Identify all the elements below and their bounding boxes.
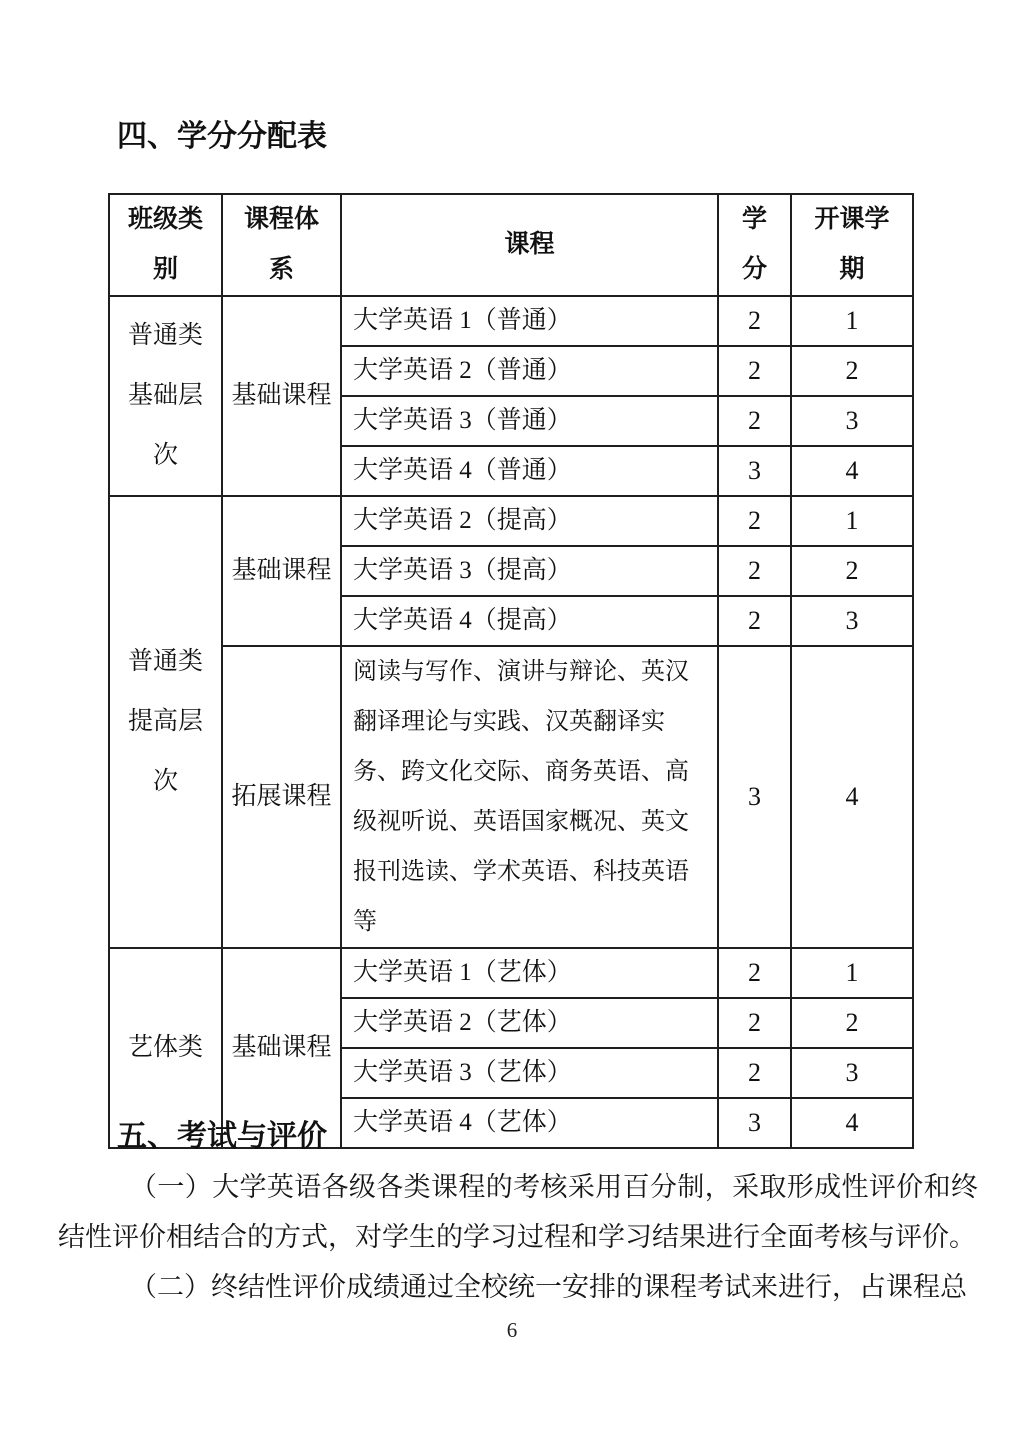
table-header-row bbox=[109, 194, 913, 296]
semester-cell: 1 bbox=[791, 948, 913, 998]
course-name-cell: 阅读与写作、演讲与辩论、英汉翻译理论与实践、汉英翻译实务、跨文化交际、商务英语、高级视听说、英语国家概况、英文报刊选读、学术英语、科技英语等 bbox=[341, 646, 718, 948]
semester-cell: 3 bbox=[791, 396, 913, 446]
paragraph-evaluation-method: （一）大学英语各级各类课程的考核采用百分制，采取形成性评价和终结性评价相结合的方式，对学生的学习过程和学习结果进行全面考核与评价。 bbox=[58, 1172, 978, 1252]
semester-cell: 1 bbox=[791, 496, 913, 546]
course-name-cell: 大学英语 1（普通） bbox=[341, 296, 718, 346]
category-cell: 艺体类 bbox=[109, 948, 222, 1148]
credits-cell: 2 bbox=[718, 596, 791, 646]
course-name-cell: 大学英语 3（艺体） bbox=[341, 1048, 718, 1098]
semester-cell: 3 bbox=[791, 1048, 913, 1098]
header-credits: 学分 bbox=[718, 194, 791, 296]
credits-cell: 3 bbox=[718, 446, 791, 496]
table-row bbox=[109, 948, 913, 998]
table-row-expanded-courses bbox=[109, 646, 913, 948]
course-name-cell: 大学英语 4（艺体） bbox=[341, 1098, 718, 1148]
system-cell: 基础课程 bbox=[222, 496, 341, 646]
table-row bbox=[109, 296, 913, 346]
course-name-cell: 大学英语 4（普通） bbox=[341, 446, 718, 496]
credits-cell: 2 bbox=[718, 546, 791, 596]
credits-cell: 2 bbox=[718, 296, 791, 346]
category-cell: 普通类基础层次 bbox=[109, 296, 222, 496]
page-number: 6 bbox=[506, 1318, 518, 1342]
header-semester: 开课学期 bbox=[791, 194, 913, 296]
table-row bbox=[109, 496, 913, 546]
credit-distribution-table bbox=[108, 193, 914, 1149]
header-course-system: 课程体系 bbox=[222, 194, 341, 296]
semester-cell: 4 bbox=[791, 646, 913, 948]
semester-cell: 3 bbox=[791, 596, 913, 646]
system-cell: 基础课程 bbox=[222, 296, 341, 496]
paragraph-final-evaluation: （二）终结性评价成绩通过全校统一安排的课程考试来进行，占课程总 bbox=[130, 1272, 967, 1302]
credits-cell: 3 bbox=[718, 1098, 791, 1148]
course-name-cell: 大学英语 4（提高） bbox=[341, 596, 718, 646]
semester-cell: 1 bbox=[791, 296, 913, 346]
header-class-category: 班级类别 bbox=[109, 194, 222, 296]
credits-cell: 2 bbox=[718, 998, 791, 1048]
credits-cell: 2 bbox=[718, 1048, 791, 1098]
credits-cell: 3 bbox=[718, 646, 791, 948]
course-name-cell: 大学英语 3（提高） bbox=[341, 546, 718, 596]
credits-cell: 2 bbox=[718, 396, 791, 446]
section-heading-credit-table: 四、学分分配表 bbox=[117, 120, 327, 153]
course-name-cell: 大学英语 1（艺体） bbox=[341, 948, 718, 998]
course-name-cell: 大学英语 2（提高） bbox=[341, 496, 718, 546]
credits-cell: 2 bbox=[718, 948, 791, 998]
course-name-cell: 大学英语 3（普通） bbox=[341, 396, 718, 446]
course-name-cell: 大学英语 2（普通） bbox=[341, 346, 718, 396]
semester-cell: 2 bbox=[791, 546, 913, 596]
semester-cell: 4 bbox=[791, 446, 913, 496]
credits-cell: 2 bbox=[718, 496, 791, 546]
body-text-block bbox=[58, 1162, 978, 1312]
semester-cell: 4 bbox=[791, 1098, 913, 1148]
semester-cell: 2 bbox=[791, 346, 913, 396]
header-course: 课程 bbox=[341, 194, 718, 296]
system-cell: 拓展课程 bbox=[222, 646, 341, 948]
credits-cell: 2 bbox=[718, 346, 791, 396]
semester-cell: 2 bbox=[791, 998, 913, 1048]
section-heading-exam-evaluation: 五、考试与评价 bbox=[117, 1120, 327, 1153]
course-name-cell: 大学英语 2（艺体） bbox=[341, 998, 718, 1048]
system-cell: 基础课程 bbox=[222, 948, 341, 1148]
category-cell: 普通类提高层次 bbox=[109, 496, 222, 948]
